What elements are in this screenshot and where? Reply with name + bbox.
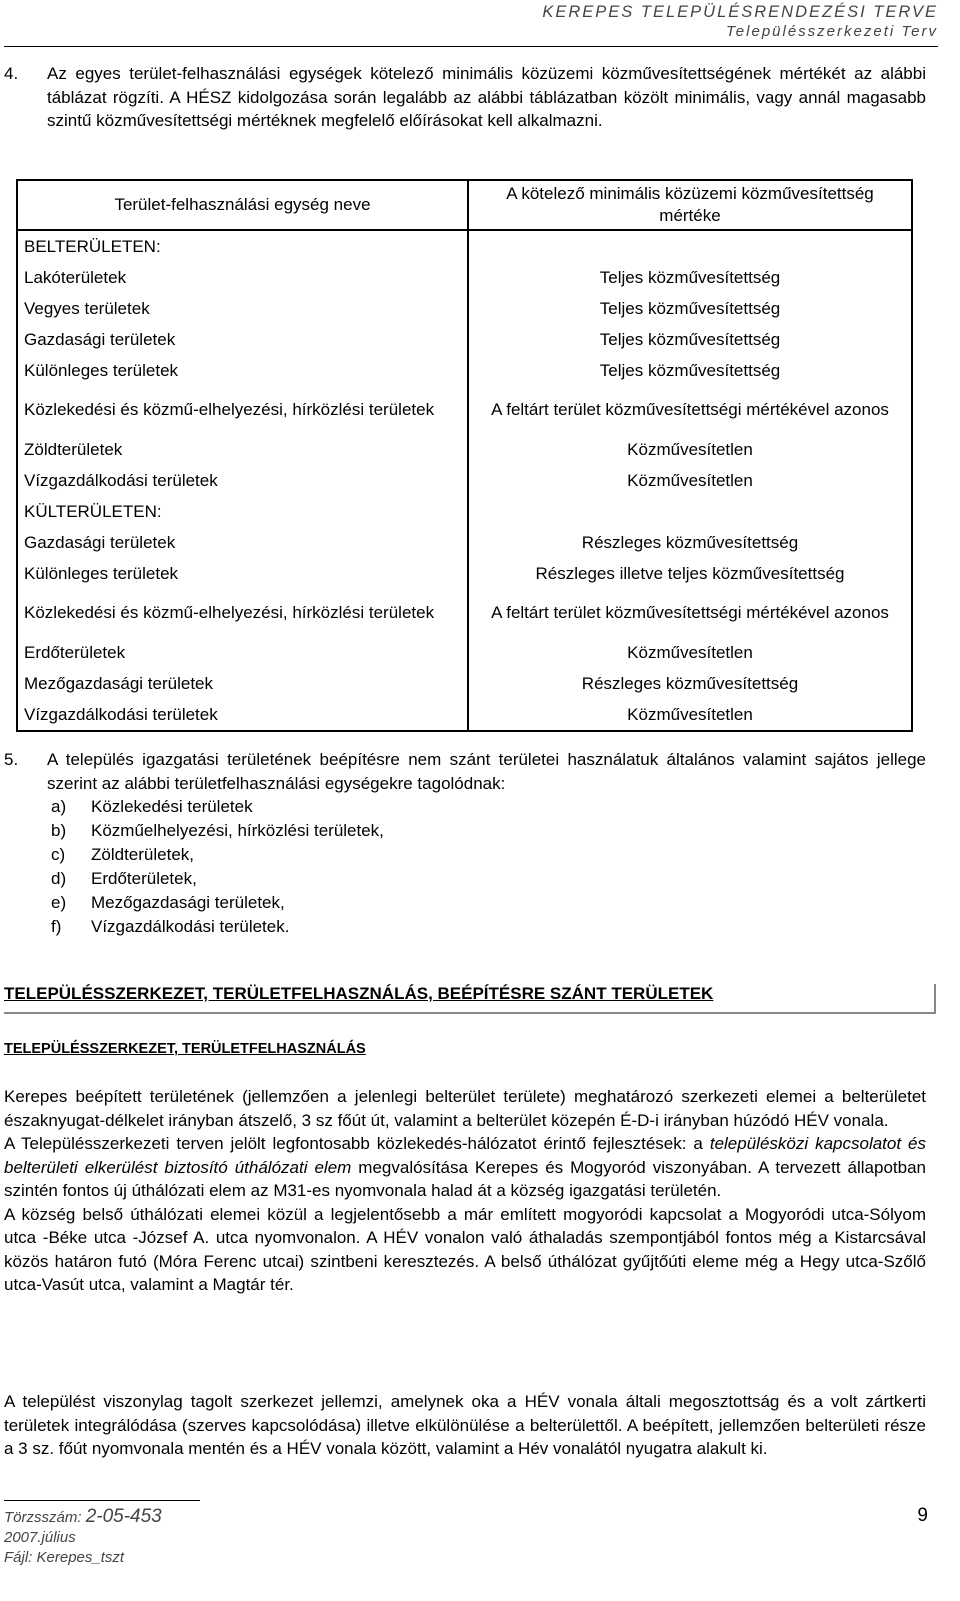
utility-level-cell: Teljes közművesítettség [599,360,781,380]
unit-name-cell: Vízgazdálkodási területek [17,699,468,731]
unit-name-cell: Zöldterületek [17,434,468,465]
utility-level-cell: Közművesítetlen [627,642,753,662]
table-row [17,527,912,558]
column-header-unit-name: Terület-felhasználási egység neve [17,180,468,230]
unit-name-cell: Mezőgazdasági területek [17,668,468,699]
list-item-text: Mezőgazdasági területek, [91,893,285,912]
list-item-letter: d) [51,869,67,888]
land-use-list [4,795,926,939]
body-paragraph: A települést viszonylag tagolt szerkezet jellemzi, amelynek oka a HÉV vonala általi megosztottság és a volt zártkerti területek integrálódása (szerves kapcsolódása) illetve elkülönülése a belterülettől. A beépített, jellemzően belterületi része a 3 sz. főút nyomvonala mentén és a HÉV vonala között, valamint a Hév vonalától nyugatra alakult ki. [4,1392,926,1458]
unit-name-cell: Vegyes területek [17,293,468,324]
paragraph-text: Az egyes terület-felhasználási egységek kötelező minimális közüzemi közművesítettségének mértékét az alábbi táblázat rögzíti. A HÉSZ kidolgozása során legalább az alábbi táblázatban közölt minimális, vagy annál magasabb szintű közművesítettségi mértéknek megfelelő előírásokat kell alkalmazni. [47,64,926,130]
paragraph-5 [4,748,926,939]
header-rule [4,46,938,47]
footer-file: Fájl: Kerepes_tszt [4,1549,125,1566]
utility-level-cell [468,496,912,527]
text-run: A Településszerkezeti terven jelölt legfontosabb közlekedés-hálózatot érintő fejlesztések: a [4,1134,710,1153]
utility-level-cell: Részleges közművesítettség [581,532,799,552]
unit-name-cell: Különleges területek [17,355,468,386]
utility-level-cell [468,230,912,262]
column-header-utility-level: A kötelező minimális közüzemi közművesítettség mértéke [468,180,912,230]
list-item [51,795,926,819]
header-subtitle: Településszerkezeti Terv [726,23,938,40]
section-title: TELEPÜLÉSSZERKEZET, TERÜLETFELHASZNÁLÁS, BEÉPÍTÉSRE SZÁNT TERÜLETEK [4,984,936,1014]
table-row [17,637,912,668]
paragraph-number: 5. [4,750,19,769]
table-row [17,699,912,731]
body-paragraph [4,1132,926,1203]
list-item [51,915,926,939]
registry-value: 2-05-453 [85,1506,162,1527]
table-row [17,668,912,699]
utility-level-cell: Teljes közművesítettség [599,329,781,349]
table-row [17,293,912,324]
running-header [542,2,938,42]
table-row [17,558,912,589]
body-text-block [4,1085,926,1297]
list-item [51,843,926,867]
section-label: BELTERÜLETEN: [17,230,468,262]
table-row [17,434,912,465]
registry-number [4,1507,162,1528]
utility-level-cell: Közművesítetlen [627,470,753,490]
table-row [17,355,912,386]
table-row [17,262,912,293]
unit-name-cell: Közlekedési és közmű-elhelyezési, hírközlési területek [17,589,468,637]
subsection-title: TELEPÜLÉSSZERKEZET, TERÜLETFELHASZNÁLÁS [4,1041,366,1057]
footer-rule [4,1500,200,1501]
unit-name-cell: Gazdasági területek [17,527,468,558]
utility-level-cell: Részleges közművesítettség [581,673,799,693]
italic-text-run: településközi kapcsolatot és belterületi elkerülést biztosító úthálózati elem [4,1134,926,1177]
unit-name-cell: Erdőterületek [17,637,468,668]
table-row [17,589,912,637]
list-item-text: Közlekedési területek [91,797,253,816]
body-paragraph: A község belső úthálózati elemei közül a legjelentősebb a már említett mogyoródi kapcsolat a Mogyoródi utca-Sólyom utca -Béke utca -József A. utca nyomvonalon. A HÉV vonalon való áthaladás szempontjából fontos még a Kistarcsával közös határon futó (Móra Ferenc utcai) szintbeni keresztezés. A belső úthálózat gyűjtőúti eleme még a Hegy utca-Szőlő utca-Vasút utca, valamint a Magtár tér. [4,1204,926,1294]
paragraph-number: 4. [4,64,19,83]
utility-level-cell: Teljes közművesítettség [599,298,781,318]
list-item [51,867,926,891]
utility-requirements-table [16,179,913,732]
utility-level-cell: Közművesítetlen [627,439,753,459]
paragraph-4 [4,62,926,133]
unit-name-cell: Különleges területek [17,558,468,589]
list-item-letter: c) [51,845,66,864]
list-item [51,819,926,843]
list-item-letter: b) [51,821,67,840]
list-item-text: Erdőterületek, [91,869,197,888]
footer [4,1507,162,1568]
utility-level-cell: A feltárt terület közművesítettségi mértékével azonos [491,400,889,419]
unit-name-cell: Gazdasági területek [17,324,468,355]
table-row [17,386,912,434]
registry-label: Törzsszám: [4,1509,86,1526]
list-item-letter: f) [51,917,62,936]
table-section-row [17,230,912,262]
table-row [17,324,912,355]
table-header-row [17,180,912,230]
utility-level-cell: A feltárt terület közművesítettségi mértékével azonos [491,603,889,622]
unit-name-cell: Vízgazdálkodási területek [17,465,468,496]
list-item [51,891,926,915]
utility-level-cell: Közművesítetlen [627,704,753,724]
list-item-letter: a) [51,797,67,816]
paragraph-text: A település igazgatási területének beépítésre nem szánt területei használatuk általános valamint sajátos jellege szerint az alábbi területfelhasználási egységekre tagolódnak: [47,750,926,793]
table-section-row [17,496,912,527]
unit-name-cell: Közlekedési és közmű-elhelyezési, hírközlési területek [17,386,468,434]
list-item-text: Zöldterületek, [91,845,194,864]
section-label: KÜLTERÜLETEN: [17,496,468,527]
body-paragraph: Kerepes beépített területének (jellemzően a jelenlegi belterület területe) meghatározó szerkezeti elemei a belterületet északnyugat-délkelet irányban átszelő, 3 sz főút út, valamint a belterület közepén É-D-i irányban húzódó HÉV vonala. [4,1087,926,1130]
list-item-text: Vízgazdálkodási területek. [91,917,290,936]
body-text-block [4,1390,926,1461]
unit-name-cell: Lakóterületek [17,262,468,293]
text-run: megvalósítása Kerepes és Mogyoród viszonyában. A tervezett állapotban szintén fontos új úthálózati elem az M31-es nyomvonala halad át a község igazgatási területén. [4,1157,926,1200]
list-item-text: Közműelhelyezési, hírközlési területek, [91,821,384,840]
footer-date: 2007.július [4,1529,76,1546]
header-title: KEREPES TELEPÜLÉSRENDEZÉSI TERVE [542,3,938,21]
list-item-letter: e) [51,893,67,912]
utility-level-cell: Részleges illetve teljes közművesítettség [535,563,845,583]
table-row [17,465,912,496]
page-number: 9 [917,1505,928,1526]
utility-level-cell: Teljes közművesítettség [599,267,781,287]
